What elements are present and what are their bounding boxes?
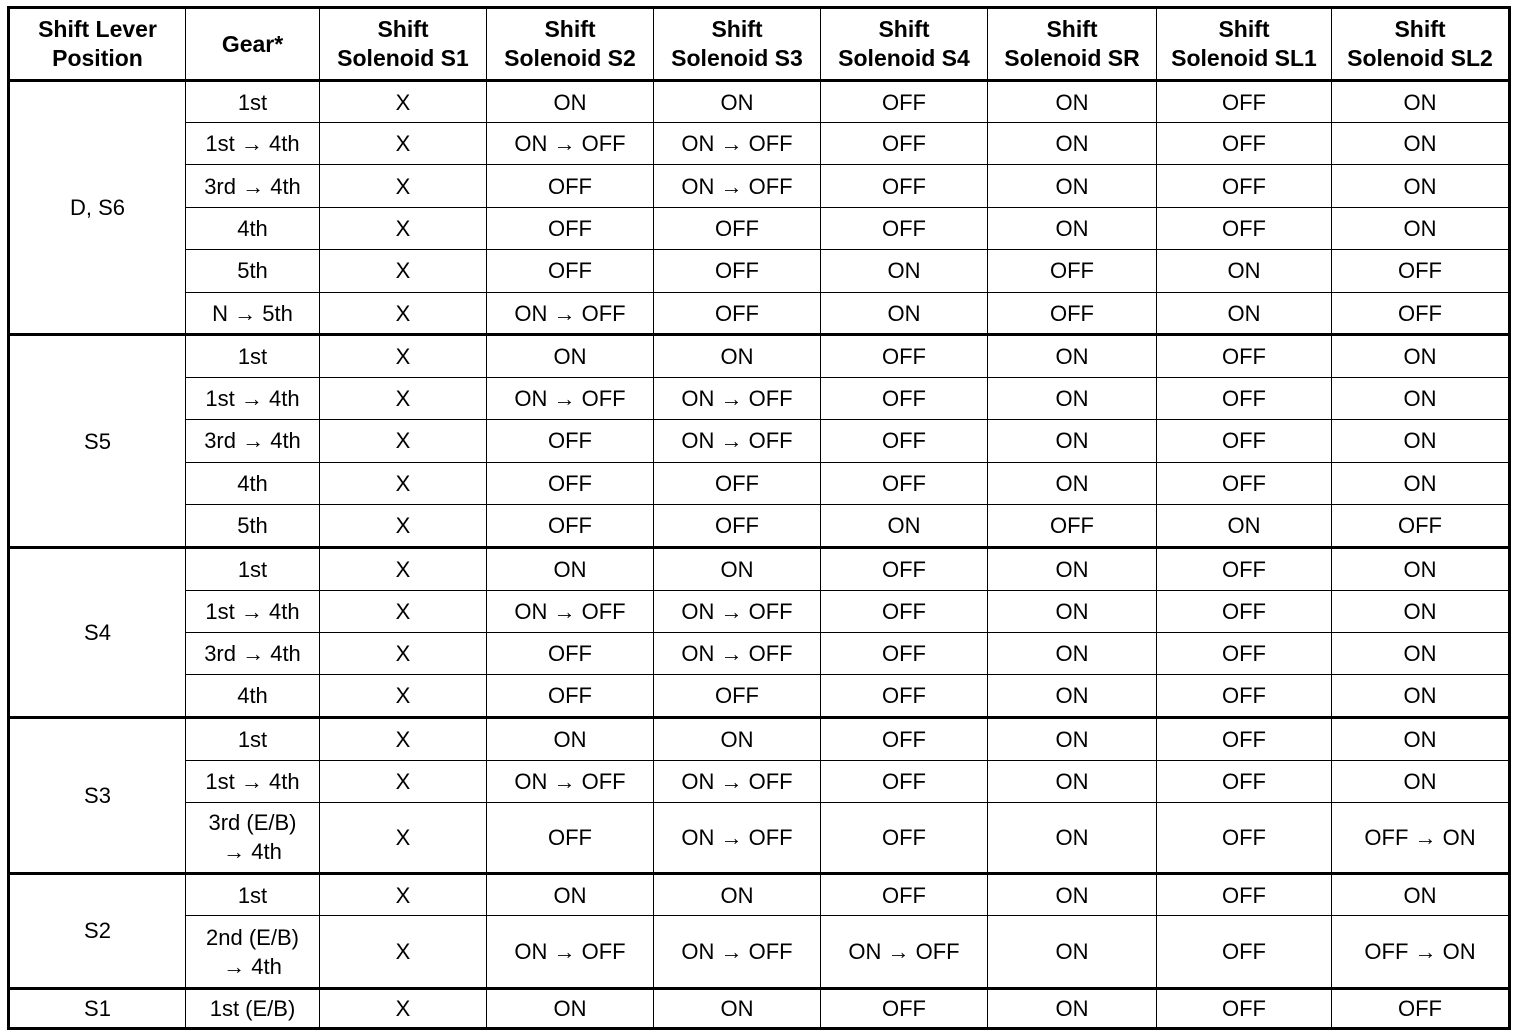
solenoid-s1-cell: X [320, 916, 487, 988]
solenoid-sr-cell: ON [988, 123, 1157, 165]
solenoid-s2-cell: OFF [487, 462, 654, 504]
table-row [9, 505, 1510, 548]
solenoid-s2-cell: ON → OFF [487, 760, 654, 802]
solenoid-s4-cell: OFF [821, 419, 988, 462]
solenoid-s3-cell: ON → OFF [654, 760, 821, 802]
gear-cell: 1st (E/B) [186, 988, 320, 1028]
solenoid-sr-cell: ON [988, 590, 1157, 632]
solenoid-sl1-cell: OFF [1157, 802, 1332, 873]
solenoid-s4-cell: OFF [821, 718, 988, 760]
solenoid-sl2-cell: ON [1332, 462, 1510, 504]
solenoid-sl1-cell: OFF [1157, 916, 1332, 988]
solenoid-s4-cell: OFF [821, 165, 988, 207]
table-row [9, 377, 1510, 419]
solenoid-s3-cell: ON → OFF [654, 590, 821, 632]
table-row [9, 419, 1510, 462]
solenoid-sr-cell: OFF [988, 249, 1157, 292]
shift-lever-position-cell: D, S6 [9, 81, 186, 335]
solenoid-sl2-cell: ON [1332, 760, 1510, 802]
table-row [9, 335, 1510, 377]
solenoid-s1-cell: X [320, 335, 487, 377]
solenoid-s1-cell: X [320, 81, 487, 123]
solenoid-sl2-cell: ON [1332, 675, 1510, 718]
solenoid-s4-cell: OFF [821, 874, 988, 916]
solenoid-s2-cell: ON → OFF [487, 590, 654, 632]
solenoid-s1-cell: X [320, 505, 487, 548]
solenoid-sl2-cell: ON [1332, 632, 1510, 674]
gear-cell: 1st [186, 718, 320, 760]
solenoid-sr-cell: ON [988, 335, 1157, 377]
table-row [9, 165, 1510, 207]
solenoid-s2-cell: OFF [487, 675, 654, 718]
solenoid-s1-cell: X [320, 802, 487, 873]
solenoid-s1-cell: X [320, 419, 487, 462]
solenoid-sr-cell: ON [988, 462, 1157, 504]
solenoid-sr-cell: ON [988, 916, 1157, 988]
gear-cell: 1st [186, 81, 320, 123]
gear-cell: 1st [186, 874, 320, 916]
solenoid-sr-cell: ON [988, 675, 1157, 718]
solenoid-sl2-cell: OFF [1332, 293, 1510, 335]
solenoid-sl2-cell: OFF [1332, 505, 1510, 548]
solenoid-s3-cell: ON [654, 874, 821, 916]
table-row [9, 207, 1510, 249]
solenoid-sl2-cell: ON [1332, 207, 1510, 249]
table-row [9, 988, 1510, 1028]
solenoid-s3-cell: ON [654, 81, 821, 123]
solenoid-s4-cell: OFF [821, 123, 988, 165]
solenoid-sl2-cell: OFF → ON [1332, 916, 1510, 988]
solenoid-s4-cell: ON → OFF [821, 916, 988, 988]
solenoid-sl1-cell: OFF [1157, 718, 1332, 760]
gear-cell: 2nd (E/B) → 4th [186, 916, 320, 988]
solenoid-s1-cell: X [320, 207, 487, 249]
solenoid-sl1-cell: OFF [1157, 123, 1332, 165]
solenoid-s3-cell: ON → OFF [654, 916, 821, 988]
solenoid-s4-cell: ON [821, 249, 988, 292]
solenoid-sl1-cell: ON [1157, 249, 1332, 292]
solenoid-s4-cell: OFF [821, 675, 988, 718]
solenoid-sl2-cell: OFF → ON [1332, 802, 1510, 873]
solenoid-s4-cell: OFF [821, 81, 988, 123]
solenoid-s3-cell: ON [654, 718, 821, 760]
table-row [9, 293, 1510, 335]
solenoid-s2-cell: ON → OFF [487, 916, 654, 988]
solenoid-s3-cell: OFF [654, 462, 821, 504]
solenoid-s4-cell: OFF [821, 590, 988, 632]
solenoid-s3-cell: OFF [654, 207, 821, 249]
solenoid-sr-cell: ON [988, 377, 1157, 419]
header-row [9, 8, 1510, 81]
table-row [9, 123, 1510, 165]
solenoid-sl1-cell: OFF [1157, 874, 1332, 916]
table-row [9, 249, 1510, 292]
solenoid-sl1-cell: OFF [1157, 419, 1332, 462]
header-solenoid-sl1: Shift Solenoid SL1 [1157, 8, 1332, 81]
solenoid-sl2-cell: ON [1332, 81, 1510, 123]
solenoid-sl2-cell: ON [1332, 123, 1510, 165]
header-gear: Gear* [186, 8, 320, 81]
solenoid-sl2-cell: OFF [1332, 988, 1510, 1028]
solenoid-s2-cell: OFF [487, 249, 654, 292]
solenoid-s4-cell: ON [821, 293, 988, 335]
solenoid-s1-cell: X [320, 590, 487, 632]
solenoid-s4-cell: OFF [821, 988, 988, 1028]
gear-cell: 3rd → 4th [186, 419, 320, 462]
solenoid-sl1-cell: OFF [1157, 548, 1332, 590]
solenoid-s3-cell: OFF [654, 249, 821, 292]
solenoid-s2-cell: OFF [487, 165, 654, 207]
solenoid-s2-cell: ON [487, 874, 654, 916]
solenoid-sl2-cell: ON [1332, 419, 1510, 462]
gear-cell: 1st → 4th [186, 590, 320, 632]
solenoid-s1-cell: X [320, 165, 487, 207]
gear-cell: 4th [186, 675, 320, 718]
gear-cell: 1st [186, 335, 320, 377]
shift-lever-position-cell: S1 [9, 988, 186, 1028]
solenoid-s3-cell: OFF [654, 293, 821, 335]
solenoid-sr-cell: ON [988, 632, 1157, 674]
solenoid-s4-cell: OFF [821, 802, 988, 873]
table-row [9, 760, 1510, 802]
header-solenoid-s4: Shift Solenoid S4 [821, 8, 988, 81]
gear-cell: 1st [186, 548, 320, 590]
solenoid-s4-cell: OFF [821, 548, 988, 590]
solenoid-s4-cell: OFF [821, 632, 988, 674]
solenoid-sr-cell: ON [988, 802, 1157, 873]
table-row [9, 632, 1510, 674]
gear-cell: 3rd → 4th [186, 632, 320, 674]
solenoid-s3-cell: OFF [654, 505, 821, 548]
table-row [9, 81, 1510, 123]
solenoid-s1-cell: X [320, 293, 487, 335]
solenoid-sr-cell: ON [988, 81, 1157, 123]
solenoid-sl2-cell: ON [1332, 377, 1510, 419]
solenoid-s2-cell: ON → OFF [487, 377, 654, 419]
solenoid-s3-cell: OFF [654, 675, 821, 718]
gear-cell: N → 5th [186, 293, 320, 335]
header-solenoid-sl2: Shift Solenoid SL2 [1332, 8, 1510, 81]
solenoid-s2-cell: ON [487, 81, 654, 123]
solenoid-s1-cell: X [320, 123, 487, 165]
solenoid-sr-cell: ON [988, 207, 1157, 249]
solenoid-sr-cell: ON [988, 718, 1157, 760]
solenoid-s2-cell: OFF [487, 419, 654, 462]
solenoid-sr-cell: ON [988, 419, 1157, 462]
solenoid-s1-cell: X [320, 249, 487, 292]
solenoid-sr-cell: ON [988, 165, 1157, 207]
solenoid-s2-cell: ON [487, 335, 654, 377]
gear-cell: 3rd (E/B) → 4th [186, 802, 320, 873]
solenoid-s1-cell: X [320, 632, 487, 674]
solenoid-sl1-cell: OFF [1157, 377, 1332, 419]
gear-cell: 5th [186, 505, 320, 548]
solenoid-s1-cell: X [320, 377, 487, 419]
gear-cell: 4th [186, 207, 320, 249]
header-solenoid-s3: Shift Solenoid S3 [654, 8, 821, 81]
solenoid-s4-cell: OFF [821, 377, 988, 419]
solenoid-sl1-cell: OFF [1157, 81, 1332, 123]
solenoid-sl2-cell: ON [1332, 874, 1510, 916]
solenoid-s4-cell: OFF [821, 335, 988, 377]
solenoid-s3-cell: ON → OFF [654, 377, 821, 419]
table-row [9, 718, 1510, 760]
shift-lever-position-cell: S3 [9, 718, 186, 874]
gear-cell: 3rd → 4th [186, 165, 320, 207]
solenoid-s3-cell: ON → OFF [654, 165, 821, 207]
solenoid-s3-cell: ON → OFF [654, 802, 821, 873]
solenoid-sr-cell: OFF [988, 505, 1157, 548]
table-row [9, 874, 1510, 916]
solenoid-sl1-cell: OFF [1157, 590, 1332, 632]
solenoid-sl1-cell: ON [1157, 505, 1332, 548]
solenoid-sl2-cell: ON [1332, 548, 1510, 590]
solenoid-s4-cell: ON [821, 505, 988, 548]
solenoid-sl1-cell: OFF [1157, 988, 1332, 1028]
header-solenoid-sr: Shift Solenoid SR [988, 8, 1157, 81]
solenoid-sl2-cell: ON [1332, 718, 1510, 760]
solenoid-s4-cell: OFF [821, 207, 988, 249]
solenoid-sl1-cell: OFF [1157, 207, 1332, 249]
solenoid-s1-cell: X [320, 548, 487, 590]
solenoid-s1-cell: X [320, 462, 487, 504]
solenoid-sl1-cell: OFF [1157, 760, 1332, 802]
table-row [9, 675, 1510, 718]
solenoid-s2-cell: ON → OFF [487, 123, 654, 165]
solenoid-s3-cell: ON → OFF [654, 419, 821, 462]
solenoid-sl2-cell: ON [1332, 335, 1510, 377]
solenoid-s2-cell: ON [487, 548, 654, 590]
table-row [9, 548, 1510, 590]
header-solenoid-s1: Shift Solenoid S1 [320, 8, 487, 81]
solenoid-sl1-cell: OFF [1157, 462, 1332, 504]
solenoid-sr-cell: ON [988, 548, 1157, 590]
solenoid-s2-cell: ON [487, 718, 654, 760]
table-body [9, 81, 1510, 1029]
solenoid-s4-cell: OFF [821, 462, 988, 504]
solenoid-sl1-cell: OFF [1157, 632, 1332, 674]
shift-lever-position-cell: S2 [9, 874, 186, 989]
solenoid-sl2-cell: ON [1332, 165, 1510, 207]
solenoid-s3-cell: ON [654, 335, 821, 377]
gear-cell: 4th [186, 462, 320, 504]
solenoid-s1-cell: X [320, 988, 487, 1028]
gear-cell: 1st → 4th [186, 123, 320, 165]
solenoid-sl1-cell: ON [1157, 293, 1332, 335]
header-solenoid-s2: Shift Solenoid S2 [487, 8, 654, 81]
solenoid-s1-cell: X [320, 874, 487, 916]
solenoid-s1-cell: X [320, 718, 487, 760]
solenoid-s2-cell: ON [487, 988, 654, 1028]
gear-cell: 1st → 4th [186, 760, 320, 802]
shift-lever-position-cell: S4 [9, 548, 186, 718]
solenoid-s1-cell: X [320, 675, 487, 718]
table-row [9, 916, 1510, 988]
solenoid-sl1-cell: OFF [1157, 165, 1332, 207]
shift-lever-position-cell: S5 [9, 335, 186, 548]
solenoid-s3-cell: ON → OFF [654, 632, 821, 674]
solenoid-s4-cell: OFF [821, 760, 988, 802]
solenoid-s2-cell: OFF [487, 802, 654, 873]
solenoid-s2-cell: OFF [487, 207, 654, 249]
table-row [9, 590, 1510, 632]
solenoid-s3-cell: ON [654, 988, 821, 1028]
solenoid-sl2-cell: ON [1332, 590, 1510, 632]
solenoid-s3-cell: ON → OFF [654, 123, 821, 165]
solenoid-sr-cell: OFF [988, 293, 1157, 335]
solenoid-sl2-cell: OFF [1332, 249, 1510, 292]
solenoid-s2-cell: OFF [487, 505, 654, 548]
solenoid-sr-cell: ON [988, 760, 1157, 802]
header-shift-lever-position: Shift Lever Position [9, 8, 186, 81]
solenoid-sr-cell: ON [988, 874, 1157, 916]
solenoid-s2-cell: ON → OFF [487, 293, 654, 335]
solenoid-s3-cell: ON [654, 548, 821, 590]
solenoid-table [7, 6, 1511, 1030]
gear-cell: 1st → 4th [186, 377, 320, 419]
solenoid-sl1-cell: OFF [1157, 335, 1332, 377]
table-row [9, 802, 1510, 873]
gear-cell: 5th [186, 249, 320, 292]
solenoid-sr-cell: ON [988, 988, 1157, 1028]
solenoid-s1-cell: X [320, 760, 487, 802]
solenoid-s2-cell: OFF [487, 632, 654, 674]
table-row [9, 462, 1510, 504]
solenoid-sl1-cell: OFF [1157, 675, 1332, 718]
